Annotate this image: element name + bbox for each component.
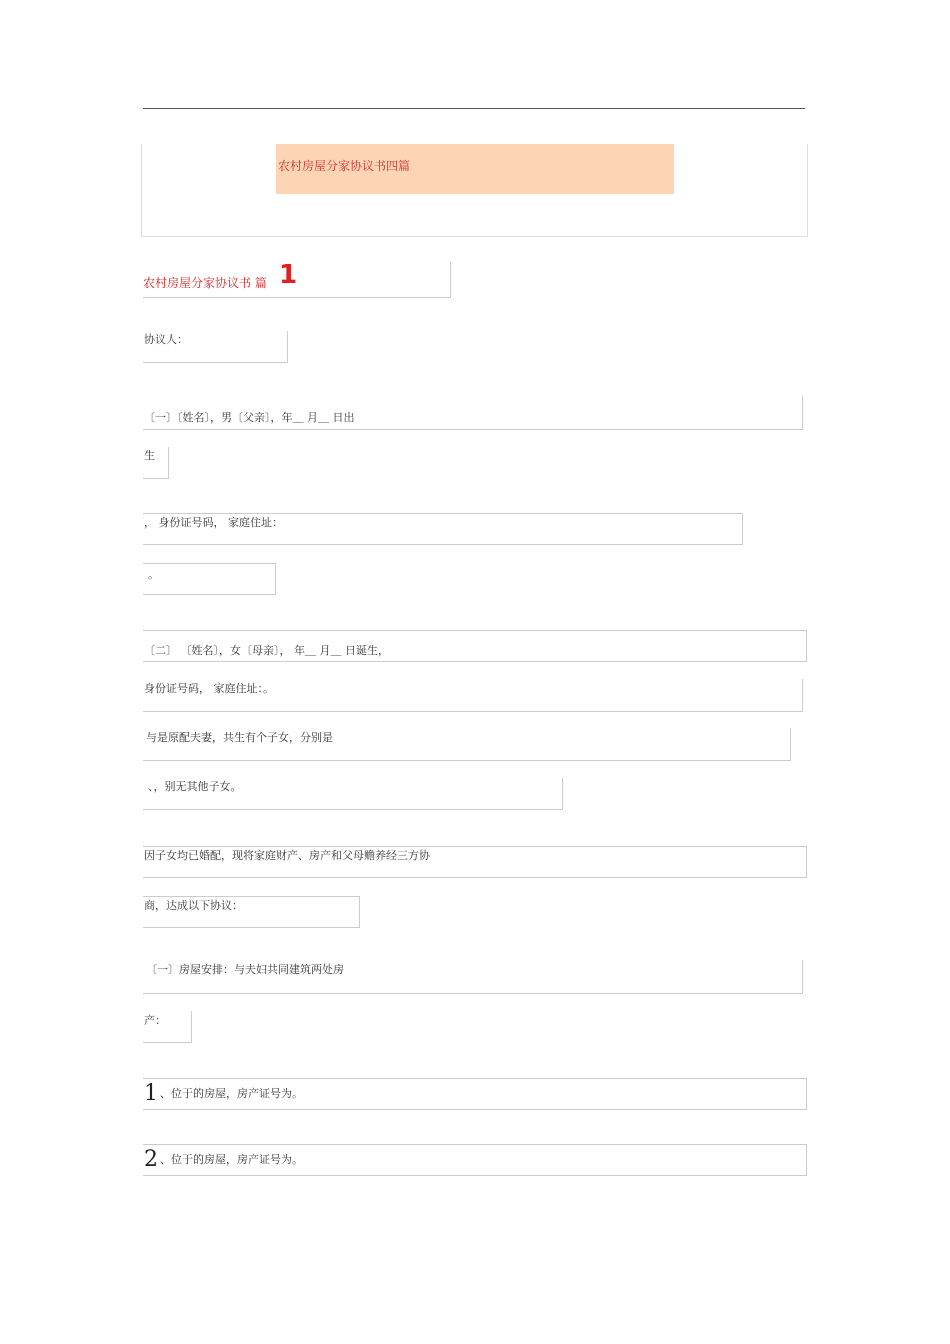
line-text: ， 身份证号码， 家庭住址： [144,516,283,529]
section-number: 1 [279,260,298,290]
line-text: 产： [144,1014,166,1027]
line-text: 、，别无其他子女。 [148,780,242,793]
text-line [143,728,791,761]
text-line [143,513,743,545]
text-line [143,960,803,994]
text-line [143,630,807,662]
text-line [143,563,276,595]
line-text: 生 [144,449,155,462]
line-text: 因子女均已婚配，现将家庭财产、房产和父母赡养经三方协 [144,849,430,862]
item-text: 、位于的房屋，房产证号为。 [160,1087,303,1100]
item-number: 2 [144,1147,158,1172]
text-line [143,396,803,430]
section-heading [143,262,451,298]
line-text: 商，达成以下协议： [144,899,243,912]
line-text: 与是原配夫妻，共生有个子女，分别是 [146,731,333,744]
text-line [143,447,169,479]
text-line [143,331,288,363]
section-label: 农村房屋分家协议书 篇 [143,276,267,290]
line-text: 身份证号码， 家庭住址：。 [144,682,274,695]
header-rule [143,108,805,109]
text-line [143,896,360,928]
text-line [143,679,803,712]
list-item [143,1078,807,1110]
line-text: 〔一〕房屋安排：与夫妇共同建筑两处房 [146,963,344,976]
line-text: 〔一〕〔姓名〕，男〔父亲〕，年＿ 月＿ 日出 [144,411,355,424]
line-text: 协议人： [144,333,188,346]
list-item [143,1144,807,1176]
text-line [143,778,563,810]
text-line [143,1011,192,1043]
document-title: 农村房屋分家协议书四篇 [278,159,411,173]
item-text: 、位于的房屋，房产证号为。 [160,1153,303,1166]
line-text: 〔二〕 〔姓名〕，女〔母亲〕， 年＿ 月＿ 日诞生， [144,644,389,657]
text-line [143,846,807,878]
item-number: 1 [144,1081,158,1106]
line-text: 。 [148,568,159,581]
